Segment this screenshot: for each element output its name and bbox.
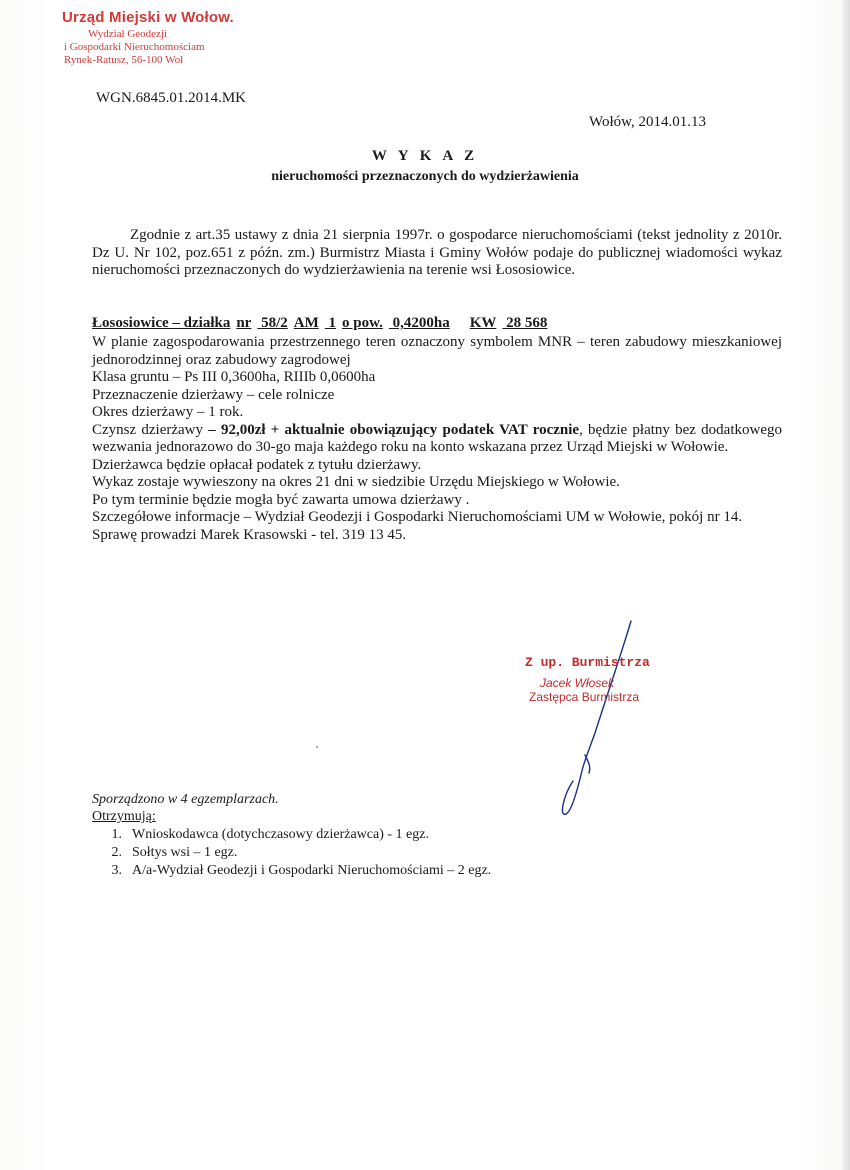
list-item [92,862,491,880]
rent-amount: – 92,00zł + aktualnie obowiązujący podatek VAT rocznie [203,421,580,438]
intro-paragraph: Zgodnie z art.35 ustawy z dnia 21 sierpnia 1997r. o gospodarce nieruchomościami (tekst jednolity z 2010r. Dz U. Nr 102, poz.651 z późn. zm.) Burmistrz Miasta i Gminy Wołów podaje do publicznej wiadomości wykaz nieruchomości przeznaczonych do wydzierżawienia na terenie wsi Łososiowice. [92,227,782,278]
lease-purpose: Przeznaczenie dzierżawy – cele rolnicze [92,386,335,403]
distribution-list [92,826,491,880]
parcel-kw: 28 568 [506,315,548,331]
signature-stamp-name: Jacek Włosek [540,676,615,690]
list-item-number: 2. [111,845,122,860]
parcel-am: 1 [328,315,337,331]
signature-stamp-role: Zastępca Burmistrza [529,690,640,704]
rent-prefix: Czynsz dzierżawy [92,421,204,438]
contact-info: Szczegółowe informacje – Wydział Geodezji i Gospodarki Nieruchomościami UM w Wołowie, pokój nr 14. Sprawę prowadzi Marek Krasowski - tel. 319 13 45. [92,509,743,543]
signature-stamp-line1: Z up. Burmistrza [525,655,650,670]
document-subtitle: nieruchomości przeznaczonych do wydzierżawienia [271,169,579,184]
list-item [92,826,491,844]
parcel-heading [92,315,553,333]
office-stamp-line2: Wydział Geodezji [88,28,168,40]
paper-speck [316,746,318,748]
parcel-details [92,334,782,544]
list-item-text: A/a-Wydział Geodezji i Gospodarki Nieruchomościami – 2 egz. [132,863,492,878]
signature-stamp [520,655,650,704]
list-item-number: 3. [111,863,122,878]
parcel-kw-label: KW [469,315,497,331]
parcel-village: Łososiowice – działka [92,315,231,331]
zoning-plan: W planie zagospodarowania przestrzennego teren oznaczony symbolem MNR – teren zabudowy mieszkaniowej jednorodzinnej oraz zabudowy zagrodowej [92,334,782,368]
office-stamp-line4: Rynek-Ratusz, 56-100 Woł [64,54,184,66]
document-title: W Y K A Z [371,148,479,164]
list-item-text: Sołtys wsi – 1 egz. [132,845,238,860]
soil-class: Klasa gruntu – Ps III 0,3600ha, RIIIb 0,0600ha [92,369,376,385]
list-item-number: 1. [111,827,122,842]
rent-paragraph [92,422,782,457]
contract-note: Po tym terminie będzie mogła być zawarta umowa dzierżawy . [92,491,470,508]
handwritten-signature [555,615,645,825]
parcel-nr: 58/2 [261,315,288,331]
case-number: WGN.6845.01.2014.MK [96,90,246,106]
list-item-text: Wnioskodawca (dotychczasowy dzierżawca) - 1 egz. [132,827,429,842]
recipients-label: Otrzymują: [92,809,156,824]
place-date: Wołów, 2014.01.13 [589,114,706,130]
office-stamp-line1: Urząd Miejski w Wołow. [62,9,234,26]
office-stamp-line3: i Gospodarki Nieruchomościam [64,41,205,53]
copies-note: Sporządzono w 4 egzemplarzach. [92,792,279,807]
office-stamp [62,9,234,66]
parcel-area: 0,4200ha [392,315,450,331]
rent-suffix: , będzie płatny bez dodatkowego wezwania jednorazowo do 30-go maja każdego roku na konto wskazana przez Urząd Miejski w Wołowie. [92,421,782,455]
tax-note: Dzierżawca będzie opłacał podatek z tytułu dzierżawy. [92,456,422,473]
parcel-area-label: o pow. [342,315,383,331]
lease-period: Okres dzierżawy – 1 rok. [92,404,244,420]
posting-note: Wykaz zostaje wywieszony na okres 21 dni w siedzibie Urzędu Miejskiego w Wołowie. [92,474,620,490]
list-item [92,844,491,862]
parcel-am-label: AM [293,315,319,331]
parcel-nr-label: nr [236,315,252,331]
